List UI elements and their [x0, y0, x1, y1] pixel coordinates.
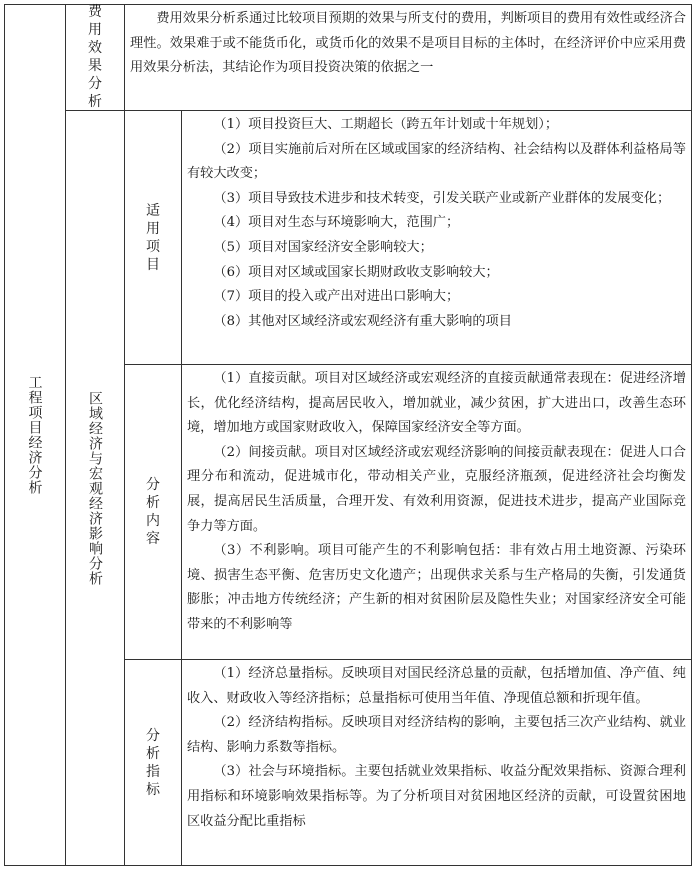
content-item: （1）直接贡献。项目对区域经济或宏观经济的直接贡献通常表现在：促进经济增长，优化经济结构，提高居民收入，增加就业，减少贫困，扩大进出口，改善生态环境，增加地方或国家财政收入，保障国家经济安全等方面。	[187, 371, 686, 436]
row-divider-content	[124, 659, 692, 660]
level1-label: 工程项目经济分析	[26, 375, 43, 495]
indicators-label-cell	[125, 660, 181, 866]
scope-items	[187, 113, 686, 334]
scope-item: （5）项目对国家经济安全影响较大；	[213, 239, 433, 255]
regional-label: 区域经济与宏观经济影响分析	[87, 391, 103, 586]
cost-effect-label: 费用效果分析	[88, 4, 102, 110]
scope-item: （1）项目投资巨大、工期超长（跨五年计划或十年规划）；	[213, 117, 559, 132]
content-label: 分析内容	[146, 477, 160, 547]
scope-label: 适用项目	[146, 202, 160, 273]
level1-label-cell	[4, 4, 65, 866]
content-items	[187, 367, 686, 638]
content-item: （2）间接贡献。项目对区域经济或宏观经济影响的间接贡献表现在：促进人口合理分布和流动，促进城市化，带动相关产业，克服经济瓶颈，促进经济社会均衡发展，提高居民生活质量，合理开发、有效利用资源，促进技术进步，提高产业国际竞争力等方面。	[187, 444, 686, 534]
scope-item: （3）项目导致技术进步和技术转变，引发关联产业或新产业群体的发展变化；	[213, 190, 671, 206]
scope-item: （6）项目对区域或国家长期财政收支影响较大；	[213, 264, 499, 280]
content-item: （3）不利影响。项目可能产生的不利影响包括：非有效占用土地资源、污染环境、损害生态平衡、危害历史文化遗产；出现供求关系与生产格局的失衡，引发通货膨胀；冲击地方传统经济；产生新的相对贫困阶层及隐性失业；对国家经济安全可能带来的不利影响等	[187, 543, 686, 632]
scope-label-cell	[125, 111, 181, 364]
indicators-label: 分析指标	[146, 728, 160, 798]
cost-effect-label-cell	[66, 4, 124, 110]
scope-item: （7）项目的投入或产出对进出口影响大；	[213, 289, 460, 305]
scope-item: （4）项目对生态与环境影响大，范围广；	[213, 215, 460, 231]
indicators-item: （3）社会与环境指标。主要包括就业效果指标、收益分配效果指标、资源合理利用指标和环境影响效果指标等。为了分析项目对贫困地区经济的贡献，可设置贫困地区收益分配比重指标	[187, 764, 686, 829]
indicators-items	[187, 662, 686, 834]
regional-label-cell	[66, 111, 124, 866]
content-label-cell	[125, 365, 181, 659]
cost-effect-text: 费用效果分析系通过比较项目预期的效果与所支付的费用，判断项目的费用有效性或经济合理性。效果难于或不能货币化，或货币化的效果不是项目目标的主体时，在经济评价中应采用费用效果分析法，其结论作为项目投资决策的依据之一	[130, 11, 686, 76]
col-divider-3	[181, 110, 182, 866]
scope-item: （8）其他对区域经济或宏观经济有重大影响的项目	[213, 313, 512, 329]
indicators-item: （1）经济总量指标。反映项目对国民经济总量的贡献，包括增加值、净产值、纯收入、财政收入等经济指标；总量指标可使用当年值、净现值总额和折现年值。	[187, 666, 686, 706]
cost-effect-text-cell	[130, 7, 686, 81]
scope-item: （2）项目实施前后对所在区域或国家的经济结构、社会结构以及群体利益格局等有较大改变；	[187, 141, 686, 182]
indicators-item: （2）经济结构指标。反映项目对经济结构的影响，主要包括三次产业结构、就业结构、影响力系数等指标。	[187, 715, 686, 755]
row-divider-scope	[124, 364, 692, 365]
